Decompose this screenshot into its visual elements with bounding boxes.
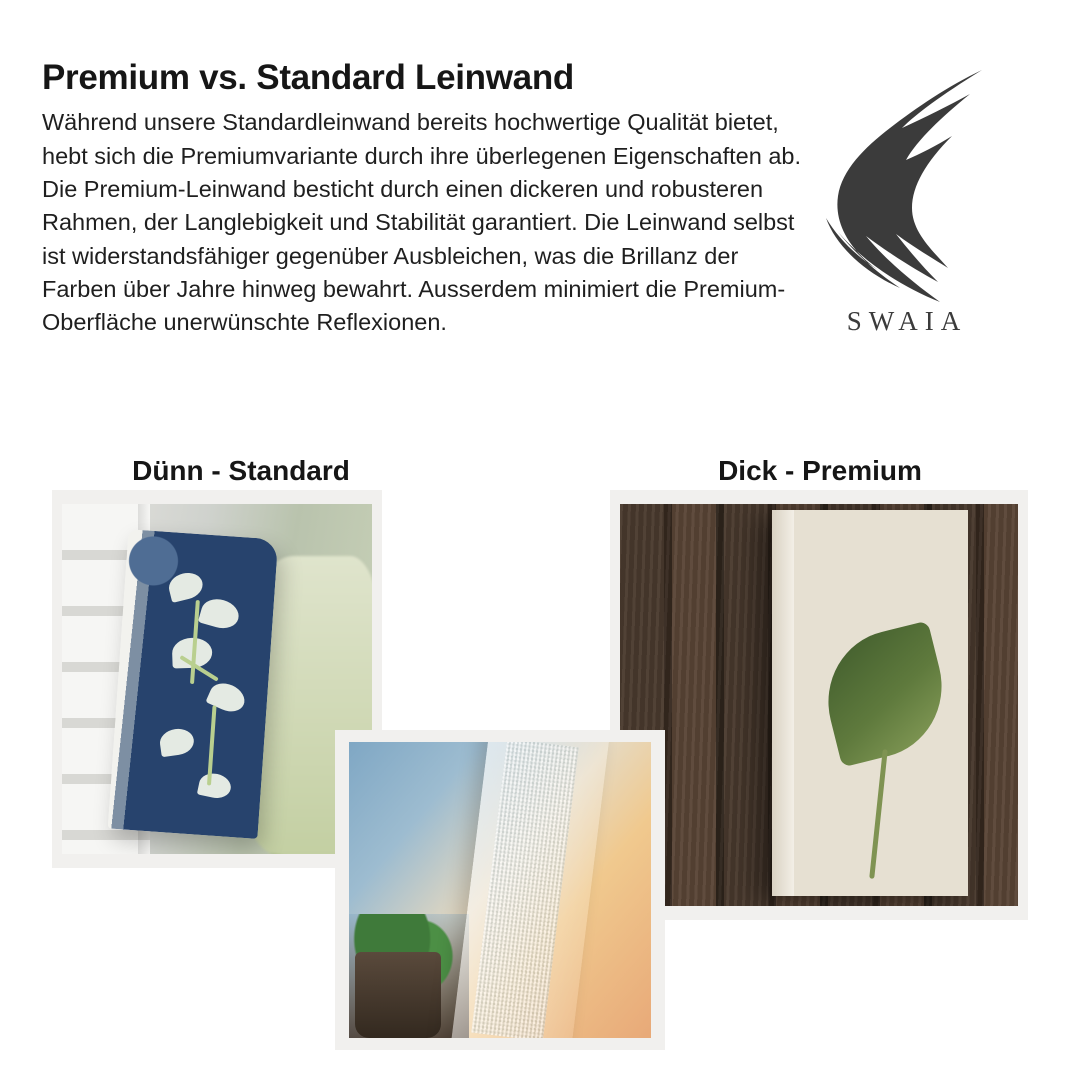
potted-plant [349, 914, 469, 1038]
standard-canvas-photo [52, 490, 382, 868]
plant-pot [355, 952, 441, 1038]
flower-petal [197, 771, 233, 801]
flower-petal [198, 595, 242, 632]
canvas-edge-detail-content [349, 742, 651, 1038]
brand-logo [812, 62, 1002, 362]
header-block [42, 58, 812, 340]
canvas-side-edge [772, 510, 794, 896]
leaf-stem [869, 749, 888, 879]
canvas-edge-detail-photo [335, 730, 665, 1050]
caption-premium: Dick - Premium [718, 455, 922, 486]
swaia-s-monogram-icon [820, 62, 995, 312]
intro-paragraph: Während unsere Standardleinwand bereits hochwertige Qualität bietet, hebt sich die Premiumvariante durch ihre überlegenen Eigenschaften ab. Die Premium-Leinwand besticht durch einen dickeren und robusteren Rahmen, der Langlebigkeit und Stabilität garantiert. Die Leinwand selbst ist widerstandsfähiger gegenüber Ausbleichen, was die Brillanz der Farben über Jahre hinweg bewahrt. Ausserdem minimiert die Premium-Oberfläche unerwünschte Reflexionen. [42, 109, 801, 336]
caption-standard: Dünn - Standard [132, 455, 350, 486]
premium-canvas-photo-content [620, 504, 1018, 906]
thick-canvas-frame [772, 510, 968, 896]
rolled-canvas [108, 529, 279, 839]
leaf-artwork [813, 621, 957, 768]
flower-petal [158, 727, 195, 757]
premium-canvas-photo [610, 490, 1028, 920]
brand-name: SWAIA [846, 306, 968, 336]
flower-petal [166, 570, 205, 603]
standard-canvas-photo-content [62, 504, 372, 854]
page-title: Premium vs. Standard Leinwand [42, 58, 574, 97]
